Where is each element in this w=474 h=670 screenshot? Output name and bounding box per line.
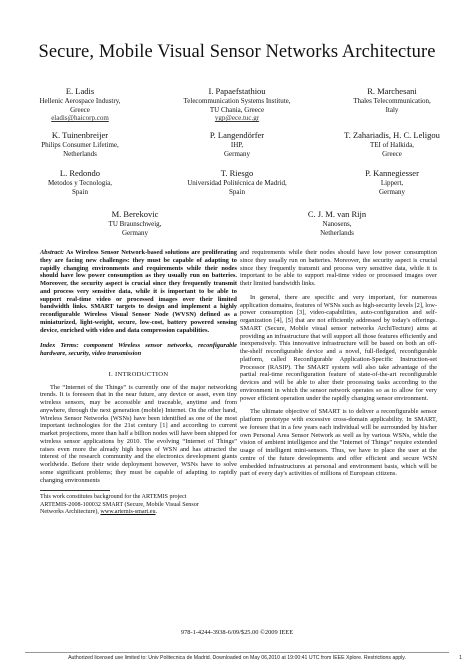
project-website-link[interactable]: www.artemis-smart.eu	[100, 509, 156, 516]
body-paragraph: In general, there are specific and very important, for numerous application domains, features of WSNs such as high-security levels [2], low-power consumption [3], video-capabilities, auto-configuration and self-organization [4], [5] that are not efficiently addressed by today's offerings. SMART (Secure, Mobile visual sensor networks ArchiTecture) aims at providing an infrastructure that will support all those features efficiently and inexpensively. This innovative infrastructure will be based on both an off-the-shelf reconfigurable device and a novel, full-fledged, reconfigurable platform, called Reconfigurable Application-Specific Instruction-set Processor (RASIP). The SMART system will also take advantage of the partial real-time reconfiguration feature of state-of-the-art reconfigurable devices and will be able to alter their processing tasks according to the environment in which the sensor network operates so as to allow for very power efficient operation under the rapidly changing sensor environment.	[240, 293, 437, 402]
author-affiliation: Telecommunication Systems Institute,	[183, 97, 291, 105]
author-name: T. Riesgo	[220, 168, 254, 178]
body-paragraph: The ultimate objective of SMART is to deliver a reconfigurable sensor platform prototype with excessive cross-domain applicability. In SMART, we foresee that in a few years each individual will be surrounded by his/her own Personal Area Sensor Network as well as by various WSNs, while the vision of ambient intelligence and the “Internet of Things” require extended usage of intelligent mini-sensors. Thus, we have to place the user at the centre of the future developments and offer efficient and secure WSN embedded infrastructures at personal and environment basis, which will be part of every day's activities of millions of European citizens.	[240, 408, 437, 478]
author-name: L. Redondo	[59, 168, 101, 178]
author-name: T. Zahariadis, H. C. Leligou	[344, 130, 440, 140]
author-affiliation: IHP,	[230, 141, 244, 149]
author-country: Greece	[382, 149, 402, 158]
author-papaefstathiou	[158, 86, 316, 123]
isbn-line: 978-1-4244-3938-6/09/$25.00 ©2009 IEEE	[180, 629, 294, 636]
footnote-divider	[40, 490, 110, 491]
author-name: K. Tuinenbreijer	[51, 130, 109, 140]
author-ladis	[1, 86, 159, 123]
author-affiliation: Thales Telecommunication,	[353, 97, 431, 105]
footnote-line: This work constitutes background for the ARTEMIS project	[40, 494, 187, 501]
license-footer	[0, 655, 474, 665]
author-country: Spain	[229, 187, 245, 196]
author-name: R. Marchesani	[367, 86, 417, 96]
footnote-line	[40, 509, 237, 516]
abstract	[40, 249, 237, 334]
author-name: P. Kannegiesser	[365, 168, 419, 178]
section-heading-introduction: I. INTRODUCTION	[108, 370, 169, 378]
paper-title: Secure, Mobile Visual Sensor Networks Architecture	[38, 42, 436, 62]
author-affiliation: Lippert,	[380, 179, 404, 187]
footnote-line: ARTEMIS-2008-100032 SMART (Secure, Mobile Visual Sensor	[40, 501, 199, 508]
abstract-text: As Wireless Sensor Network-based solutions are proliferating they are facing new challenges: they must be capable of adapting to rapidly changing environments and requirements while their nodes should have low power consumption as they usually run on batteries. Moreover, the security aspect is crucial since they frequently transmit and process very sensitive data, while it is important to be able to support real-time video or processed images over their limited bandwidth links. SMART targets to design and implement a highly reconfigurable Wireless Visual Sensor Node (WVSN) defined as a miniaturized, light-weight, secure, low-cost, battery powered sensing device, enriched with video and data compression capabilities.	[40, 249, 237, 334]
footnote-text: Networks Architecture),	[40, 509, 99, 516]
author-affiliation: Universidad Politécnica de Madrid,	[187, 179, 287, 187]
license-divider	[25, 652, 449, 653]
author-country: Germany	[121, 228, 149, 237]
author-country: Italy	[385, 105, 399, 114]
author-name: P. Langendörfer	[209, 130, 265, 140]
author-name: I. Papaefstathiou	[208, 86, 266, 96]
index-terms	[40, 342, 237, 358]
author-affiliation: Metodos y Tecnologia,	[47, 179, 113, 187]
abstract-label: Abstract:	[40, 249, 65, 256]
author-zahariadis-leligou	[313, 130, 471, 158]
author-country: Netherlands	[320, 228, 354, 237]
author-tuinenbreijer	[1, 130, 159, 158]
author-country: TU Chania, Greece	[209, 105, 265, 114]
index-terms-text: component Wireless sensor networks, reconfigurable hardware, security, video transmission	[40, 342, 237, 357]
left-column	[40, 249, 237, 516]
author-berekovic	[56, 209, 214, 237]
author-country: Spain	[72, 187, 88, 196]
author-country: Germany	[378, 187, 406, 196]
index-terms-label: Index Terms:	[40, 342, 79, 350]
author-van-rijn	[258, 209, 416, 237]
author-email-link[interactable]: ygp@ece.tuc.gr	[214, 114, 260, 123]
author-country: Greece	[70, 105, 90, 114]
author-marchesani	[313, 86, 471, 114]
author-langendorfer	[158, 130, 316, 158]
footnote	[40, 494, 237, 516]
author-email-link[interactable]: eladis@haicorp.com	[51, 114, 109, 123]
author-name: E. Ladis	[65, 86, 95, 96]
author-affiliation: Nanosens,	[322, 220, 352, 228]
author-name: M. Berekovic	[111, 209, 159, 219]
author-affiliation: TU Braunschweig,	[108, 220, 162, 228]
continued-paragraph: and requirements while their nodes should have low power consumption since they usually run on batteries. Moreover, the security aspect is crucial since they frequently transmit and process very sensitive data, while it is important to be able to support real-time video or processed images over their limited bandwidth links.	[240, 249, 437, 287]
author-name: C. J. M. van Rijn	[307, 209, 367, 219]
author-affiliation: TEI of Halkida,	[369, 141, 415, 149]
author-affiliation: Hellenic Aerospace Industry,	[39, 97, 121, 105]
author-riesgo	[158, 168, 316, 196]
footnote-text: .	[155, 509, 158, 516]
author-country: Netherlands	[63, 149, 97, 158]
license-text: Authorized licensed use limited to: Univ Politecnica de Madrid. Downloaded on May 06,2010 at 19:00:41 UTC from IEEE Xplore. Restrictions apply.	[68, 655, 406, 661]
introduction-paragraph: The “Internet of the Things” is currently one of the major networking trends. It is foreseen that in the near future, any device or asset, even tiny wireless sensors, may be accessible and traceable, anytime and from anywhere, through the next generation (mobile) Internet. On the other hand, Wireless Sensor Networks (WSNs) have been identified as one of the most important technologies for the 21st century [1] and according to current market projections, more than half a billion nodes will have been shipped for wireless sensor applications by 2010. The evolving “Internet of Things” raises even more the already high hopes of WSN and has attracted the interest of the research community and the electronics development giants worldwide. Before their wide deployment however, WSNs have to solve some significant problems; they must be capable of adapting to rapidly changing environments	[40, 383, 237, 484]
author-affiliation: Philips Consumer Lifetime,	[41, 141, 119, 149]
author-country: Germany	[223, 149, 251, 158]
right-column	[240, 249, 437, 484]
author-kannegiesser	[313, 168, 471, 196]
author-redondo	[1, 168, 159, 196]
page-number: 1	[459, 655, 462, 661]
